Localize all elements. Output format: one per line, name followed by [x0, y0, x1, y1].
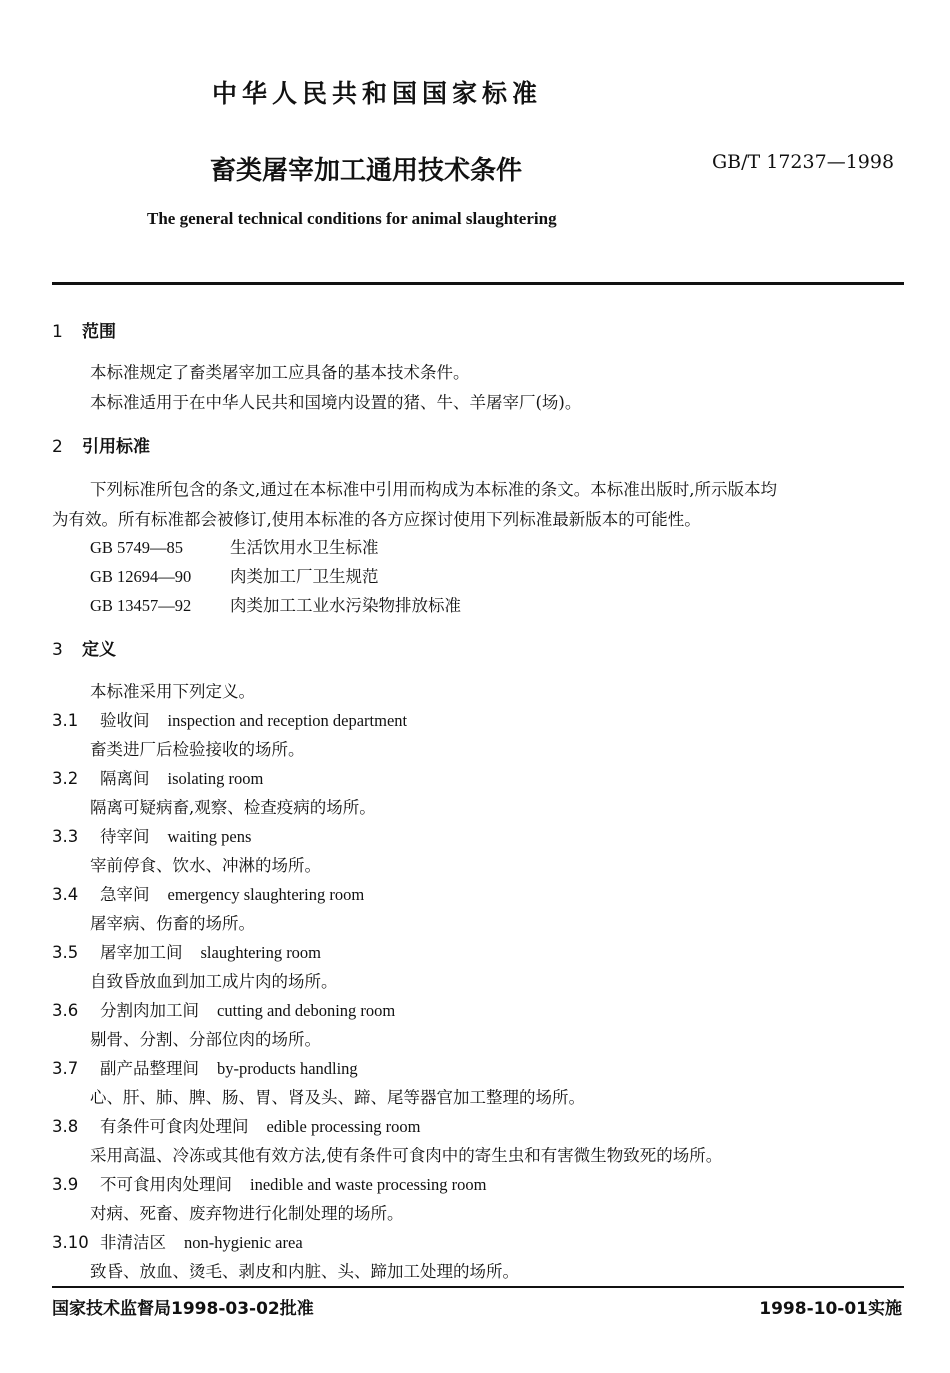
section-number: 2 — [52, 437, 63, 457]
footer-divider — [52, 1286, 904, 1288]
definition-term: 屠宰加工间 — [100, 943, 183, 962]
definition-number: 3.1 — [52, 711, 79, 730]
definition-heading — [52, 823, 251, 847]
definition-description: 心、肝、肺、脾、肠、胃、肾及头、蹄、尾等器官加工整理的场所。 — [90, 1088, 585, 1107]
definition-heading — [52, 881, 364, 905]
definition-number: 3.8 — [52, 1117, 79, 1136]
definition-number: 3.5 — [52, 943, 79, 962]
definition-description: 对病、死畜、废弃物进行化制处理的场所。 — [90, 1204, 404, 1223]
definition-term: 急宰间 — [100, 885, 150, 904]
english-title: The general technical conditions for animal slaughtering — [147, 209, 557, 228]
reference-name: 生活饮用水卫生标准 — [230, 538, 379, 557]
reference-name: 肉类加工工业水污染物排放标准 — [230, 596, 461, 615]
definition-heading — [52, 1113, 420, 1137]
reference-item — [90, 534, 379, 558]
standard-code: GB/T 17237—1998 — [712, 151, 895, 173]
implementation-date: 1998-10-01实施 — [759, 1299, 902, 1319]
definition-english: non-hygienic area — [184, 1233, 303, 1252]
reference-code: GB 13457—92 — [90, 596, 192, 615]
definition-term: 分割肉加工间 — [100, 1001, 199, 1020]
definition-term: 隔离间 — [100, 769, 150, 788]
definition-number: 3.10 — [52, 1233, 89, 1252]
definition-description: 畜类进厂后检验接收的场所。 — [90, 740, 305, 759]
definition-heading — [52, 707, 407, 731]
s1-paragraph-1: 本标准规定了畜类屠宰加工应具备的基本技术条件。 — [90, 363, 470, 382]
s2-paragraph-line-2: 为有效。所有标准都会被修订,使用本标准的各方应探讨使用下列标准最新版本的可能性。 — [52, 510, 701, 529]
definition-english: emergency slaughtering room — [167, 885, 365, 904]
definition-english: by-products handling — [217, 1059, 358, 1078]
definition-english: waiting pens — [167, 827, 252, 846]
definition-number: 3.2 — [52, 769, 79, 788]
reference-item — [90, 563, 379, 587]
s1-paragraph-2: 本标准适用于在中华人民共和国境内设置的猪、牛、羊屠宰厂(场)。 — [90, 393, 582, 412]
definition-english: inspection and reception department — [167, 711, 408, 730]
definition-number: 3.7 — [52, 1059, 79, 1078]
definition-english: inedible and waste processing room — [250, 1175, 487, 1194]
section-2-heading — [52, 432, 150, 457]
section-3-heading — [52, 635, 116, 660]
section-number: 1 — [52, 322, 63, 342]
document-title: 畜类屠宰加工通用技术条件 — [210, 156, 523, 186]
section-title: 引用标准 — [82, 437, 150, 457]
section-title: 定义 — [82, 640, 116, 660]
definition-description: 采用高温、冷冻或其他有效方法,使有条件可食肉中的寄生虫和有害微生物致死的场所。 — [90, 1146, 723, 1165]
definition-description: 屠宰病、伤畜的场所。 — [90, 914, 255, 933]
s2-paragraph-line-1: 下列标准所包含的条文,通过在本标准中引用而构成为本标准的条文。本标准出版时,所示版本均 — [90, 480, 777, 499]
reference-code: GB 12694—90 — [90, 567, 192, 586]
definition-heading — [52, 1171, 486, 1195]
definition-term: 待宰间 — [100, 827, 150, 846]
definition-description: 剔骨、分割、分部位肉的场所。 — [90, 1030, 321, 1049]
definition-english: cutting and deboning room — [217, 1001, 396, 1020]
definition-term: 验收间 — [100, 711, 150, 730]
definition-number: 3.4 — [52, 885, 79, 904]
approval-line: 国家技术监督局1998-03-02批准 — [52, 1299, 314, 1319]
definition-description: 致昏、放血、烫毛、剥皮和内脏、头、蹄加工处理的场所。 — [90, 1262, 519, 1281]
definition-number: 3.6 — [52, 1001, 79, 1020]
definition-number: 3.3 — [52, 827, 79, 846]
definition-description: 隔离可疑病畜,观察、检查疫病的场所。 — [90, 798, 376, 817]
definition-english: isolating room — [167, 769, 264, 788]
definition-term: 副产品整理间 — [100, 1059, 199, 1078]
definition-english: edible processing room — [266, 1117, 421, 1136]
s3-intro: 本标准采用下列定义。 — [90, 682, 255, 701]
definition-description: 宰前停食、饮水、冲淋的场所。 — [90, 856, 321, 875]
section-title: 范围 — [82, 322, 116, 342]
standard-name: 中华人民共和国国家标准 — [212, 79, 543, 108]
reference-item — [90, 592, 461, 616]
definition-term: 不可食用肉处理间 — [100, 1175, 232, 1194]
definition-term: 有条件可食肉处理间 — [100, 1117, 249, 1136]
definition-term: 非清洁区 — [100, 1233, 166, 1252]
reference-code: GB 5749—85 — [90, 538, 184, 557]
header-divider — [52, 282, 904, 285]
definition-english: slaughtering room — [200, 943, 322, 962]
definition-description: 自致昏放血到加工成片肉的场所。 — [90, 972, 338, 991]
definition-heading — [52, 765, 263, 789]
section-1-heading — [52, 317, 116, 342]
definition-number: 3.9 — [52, 1175, 79, 1194]
section-number: 3 — [52, 640, 63, 660]
definition-heading — [52, 1229, 303, 1253]
definition-heading — [52, 1055, 358, 1079]
reference-name: 肉类加工厂卫生规范 — [230, 567, 379, 586]
definition-heading — [52, 997, 395, 1021]
definition-heading — [52, 939, 321, 963]
